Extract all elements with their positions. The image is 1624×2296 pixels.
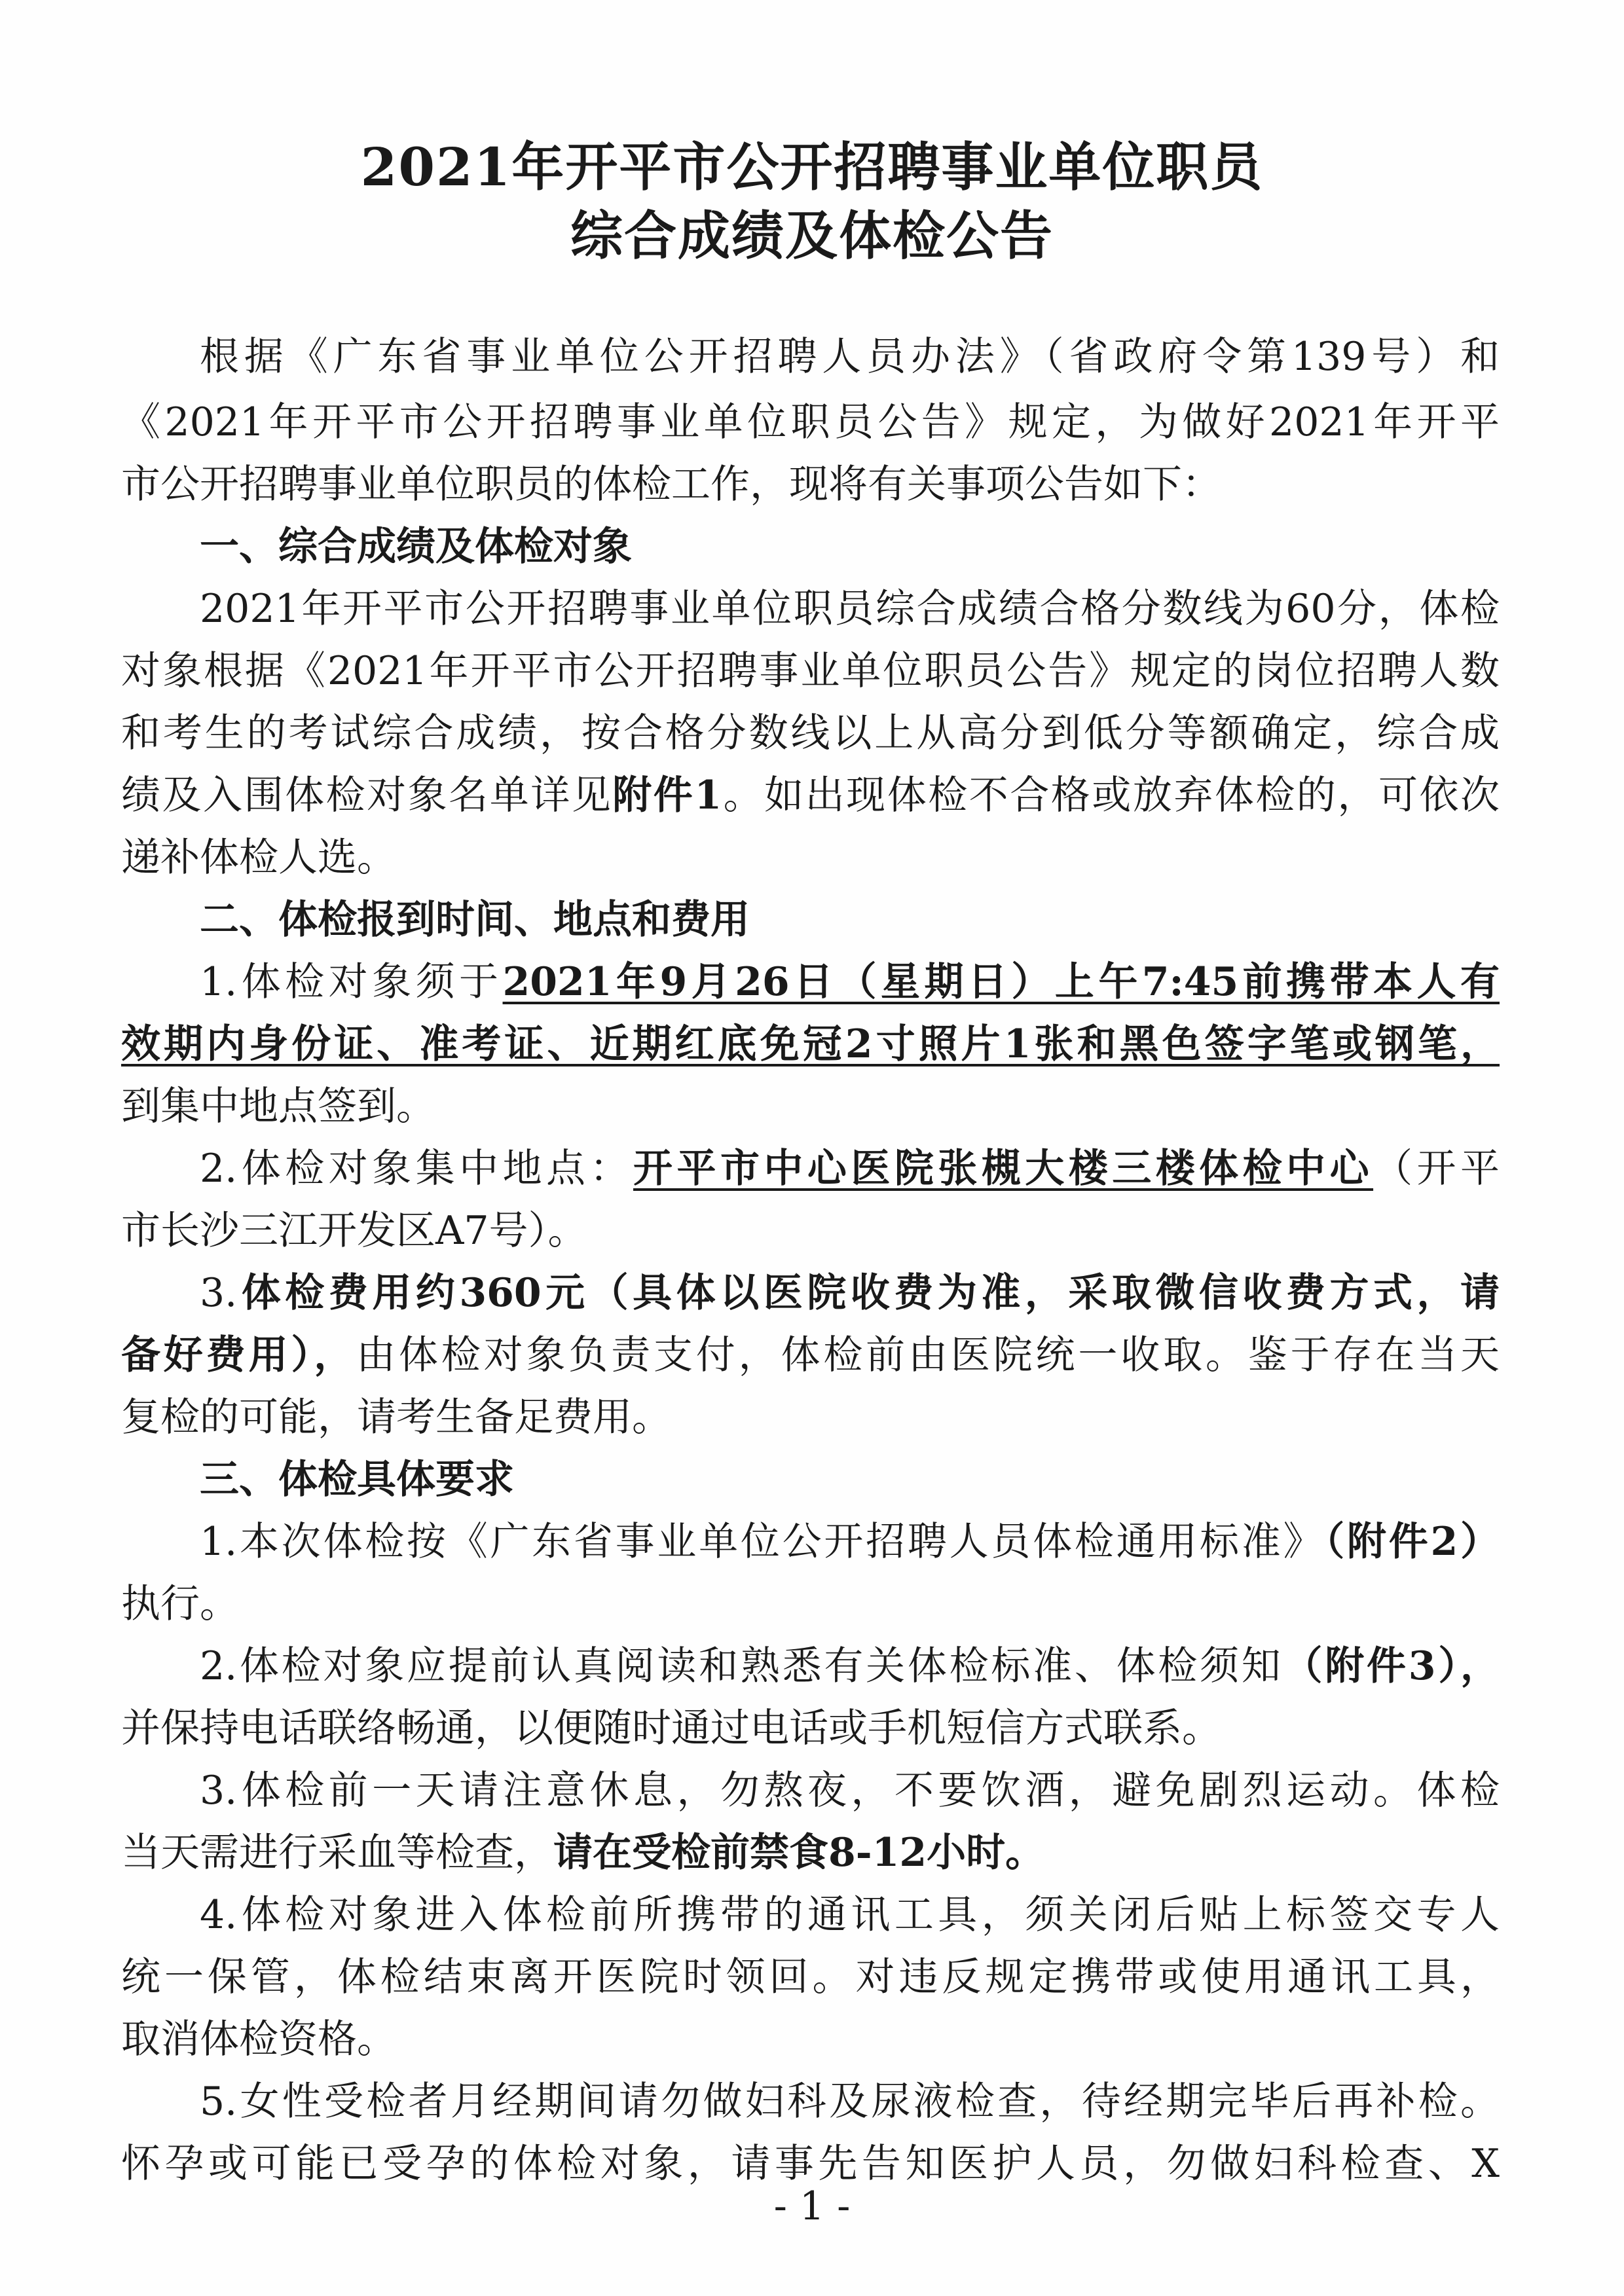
section-2-item-1-line-1 bbox=[200, 956, 1500, 1008]
section-1-line-4-text-a: 绩及入围体检对象名单详见 bbox=[121, 773, 613, 818]
section-1-line-3: 和考生的考试综合成绩，按合格分数线以上从高分到低分等额确定，综合成 bbox=[121, 710, 1500, 756]
section-3-item-1-text: 1.本次体检按《广东省事业单位公开招聘人员体检通用标准》 bbox=[200, 1519, 1325, 1565]
section-3-item-5-line-2: 怀孕或可能已受孕的体检对象，请事先告知医护人员，勿做妇科检查、X bbox=[121, 2141, 1500, 2187]
section-3-item-5-line-1: 5.女性受检者月经期间请勿做妇科及尿液检查，待经期完毕后再补检。 bbox=[200, 2079, 1500, 2124]
check-in-time: 2021年9月26日（星期日）上午7:45前携带本人有 bbox=[502, 959, 1500, 1005]
section-3-item-2-line-2: 并保持电话联络畅通，以便随时通过电话或手机短信方式联系。 bbox=[121, 1705, 1221, 1751]
section-1-line-2: 对象根据《2021年开平市公开招聘事业单位职员公告》规定的岗位招聘人数 bbox=[121, 648, 1500, 694]
check-in-location: 开平市中心医院张槻大楼三楼体检中心 bbox=[633, 1146, 1374, 1192]
exam-fee: 体检费用约360元（具体以医院收费为准，采取微信收费方式，请 bbox=[237, 1270, 1500, 1316]
intro-line-1: 根据《广东省事业单位公开招聘人员办法》（省政府令第139号）和 bbox=[200, 334, 1500, 380]
section-1-line-4 bbox=[121, 769, 1500, 822]
document-title-line-2: 综合成绩及体检公告 bbox=[570, 205, 1054, 266]
section-1-line-4-text-c: 。如出现体检不合格或放弃体检的，可依次 bbox=[722, 773, 1500, 818]
section-2-item-3-line-3: 复检的可能，请考生备足费用。 bbox=[121, 1394, 671, 1440]
document-title-line-1: 2021年开平市公开招聘事业单位职员 bbox=[360, 136, 1264, 198]
section-2-item-1-line-3: 到集中地点签到。 bbox=[121, 1084, 435, 1129]
section-3-item-4-line-2: 统一保管，体检结束离开医院时领回。对违反规定携带或使用通讯工具， bbox=[121, 1954, 1500, 2000]
section-3-item-2-text: 2.体检对象应提前认真阅读和熟悉有关体检标准、体检须知 bbox=[200, 1643, 1283, 1689]
section-2-heading: 二、体检报到时间、地点和费用 bbox=[200, 897, 750, 943]
section-3-item-2-line-1 bbox=[200, 1640, 1500, 1692]
section-3-item-3-line-1: 3.体检前一天请注意休息，勿熬夜，不要饮酒，避免剧烈运动。体检 bbox=[200, 1768, 1500, 1813]
section-2-item-1-intro: 1.体检对象须于 bbox=[200, 959, 503, 1005]
attachment-3-reference: （附件3）， bbox=[1283, 1643, 1500, 1689]
section-2-item-3-number: 3. bbox=[200, 1270, 238, 1316]
intro-line-2: 《2021年开平市公开招聘事业单位职员公告》规定，为做好2021年开平 bbox=[121, 399, 1500, 445]
section-3-item-1-line-2: 执行。 bbox=[121, 1581, 239, 1627]
exam-fee-end: 备好费用）， bbox=[121, 1332, 357, 1378]
section-3-item-3-line-2 bbox=[121, 1827, 1044, 1879]
section-2-item-3-line-2-text: 由体检对象负责支付，体检前由医院统一收取。鉴于存在当天 bbox=[356, 1332, 1500, 1378]
section-1-heading: 一、综合成绩及体检对象 bbox=[200, 524, 632, 570]
section-2-item-1-line-2: 效期内身份证、准考证、近期红底免冠2寸照片1张和黑色签字笔或钢笔， bbox=[121, 1021, 1500, 1067]
section-2-item-3-line-1 bbox=[200, 1267, 1500, 1319]
section-2-item-2-line-2: 市长沙三江开发区A7号）。 bbox=[121, 1208, 587, 1254]
section-1-line-1: 2021年开平市公开招聘事业单位职员综合成绩合格分数线为60分，体检 bbox=[200, 586, 1500, 632]
page-number: - 1 - bbox=[773, 2183, 851, 2229]
attachment-2-reference: （附件2） bbox=[1325, 1519, 1500, 1565]
fasting-requirement: 请在受检前禁食8-12小时。 bbox=[553, 1830, 1045, 1876]
section-2-item-2-intro: 2.体检对象集中地点： bbox=[200, 1146, 633, 1192]
section-1-line-5: 递补体检人选。 bbox=[121, 835, 396, 881]
section-2-item-2-line-1 bbox=[200, 1142, 1500, 1195]
section-3-item-4-line-1: 4.体检对象进入体检前所携带的通讯工具，须关闭后贴上标签交专人 bbox=[200, 1892, 1500, 1938]
section-2-item-3-line-2 bbox=[121, 1329, 1500, 1381]
section-2-item-2-address-start: （开平 bbox=[1373, 1146, 1500, 1192]
section-3-item-3-line-2-text: 当天需进行采血等检查， bbox=[121, 1830, 553, 1876]
section-3-item-1-line-1 bbox=[200, 1516, 1500, 1568]
attachment-1-reference: 附件1 bbox=[612, 773, 722, 818]
section-3-heading: 三、体检具体要求 bbox=[200, 1457, 514, 1503]
intro-line-3: 市公开招聘事业单位职员的体检工作，现将有关事项公告如下： bbox=[121, 462, 1221, 507]
section-3-item-4-line-3: 取消体检资格。 bbox=[121, 2016, 396, 2062]
